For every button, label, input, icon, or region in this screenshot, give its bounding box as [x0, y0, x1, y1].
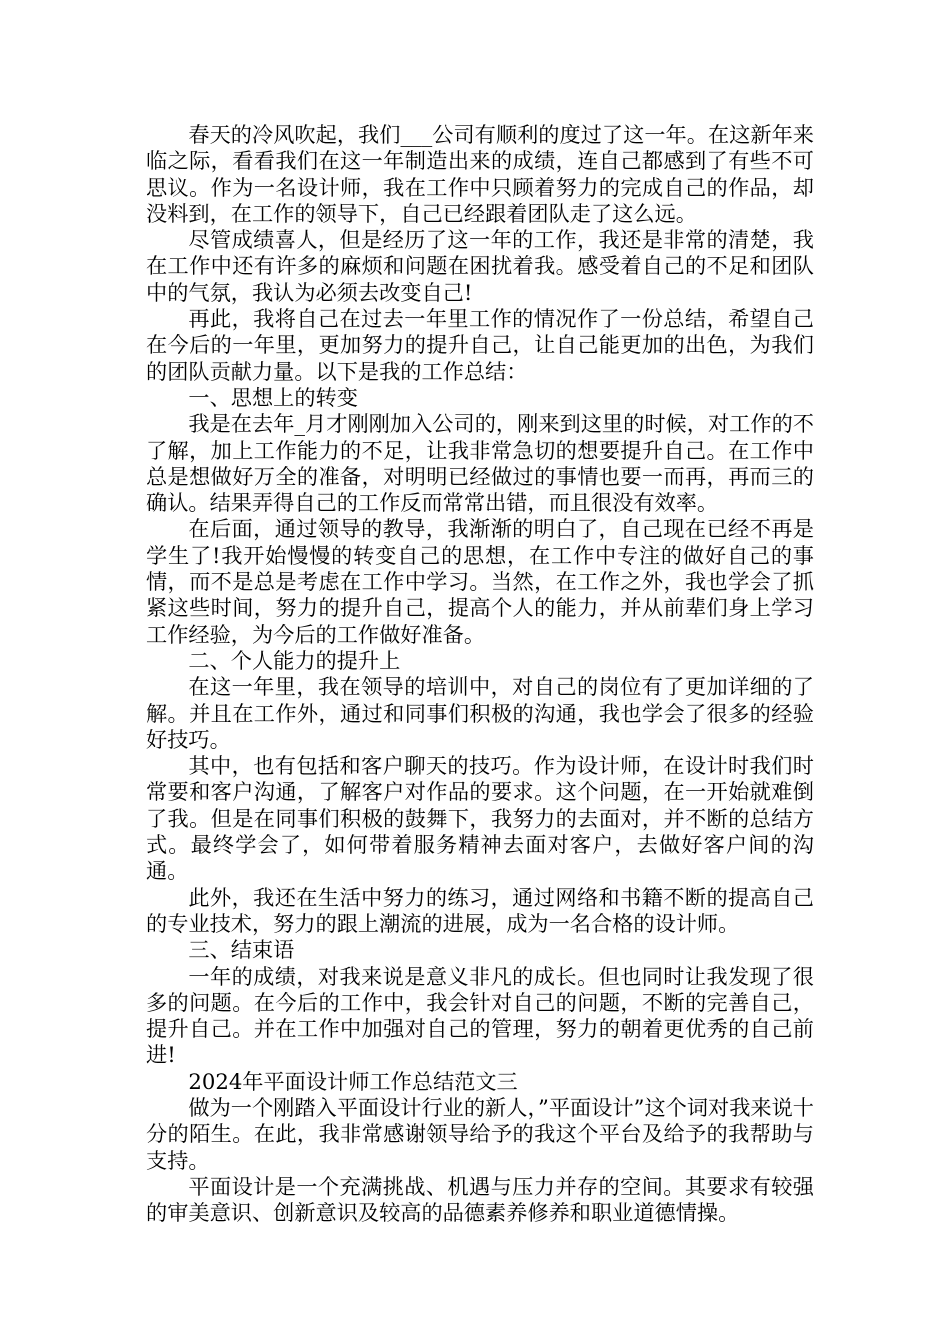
document-body — [146, 122, 814, 1226]
paragraph: 春天的冷风吹起，我们___公司有顺利的度过了这一年。在这新年来临之际，看看我们在这一年制造出来的成绩，连自己都感到了有些不可思议。作为一名设计师，我在工作中只顾着努力的完成自己的作品，却没料到，在工作的领导下，自己已经跟着团队走了这么远。 — [146, 122, 814, 226]
paragraph: 在这一年里，我在领导的培训中，对自己的岗位有了更加详细的了解。并且在工作外，通过和同事们积极的沟通，我也学会了很多的经验好技巧。 — [146, 674, 814, 752]
section-heading: 一、思想上的转变 — [188, 384, 358, 410]
paragraph: 平面设计是一个充满挑战、机遇与压力并存的空间。其要求有较强的审美意识、创新意识及较高的品德素养修养和职业道德情操。 — [146, 1173, 814, 1226]
article-title: 2024年平面设计师工作总结范文三 — [188, 1068, 518, 1094]
paragraph: 我是在去年_月才刚刚加入公司的，刚来到这里的时候，对工作的不了解，加上工作能力的不足，让我非常急切的想要提升自己。在工作中总是想做好万全的准备，对明明已经做过的事情也要一而再，再而三的确认。结果弄得自己的工作反而常常出错，而且很没有效率。 — [146, 411, 814, 516]
paragraph: 再此，我将自己在过去一年里工作的情况作了一份总结，希望自己在今后的一年里，更加努力的提升自己，让自己能更加的出色，为我们的团队贡献力量。以下是我的工作总结： — [146, 306, 814, 384]
paragraph: 一年的成绩，对我来说是意义非凡的成长。但也同时让我发现了很多的问题。在今后的工作中，我会针对自己的问题，不断的完善自己，提升自己。并在工作中加强对自己的管理，努力的朝着更优秀的自己前进! — [146, 963, 814, 1068]
paragraph: 其中，也有包括和客户聊天的技巧。作为设计师，在设计时我们时常要和客户沟通，了解客户对作品的要求。这个问题，在一开始就难倒了我。但是在同事们积极的鼓舞下，我努力的去面对，并不断的总结方式。最终学会了，如何带着服务精神去面对客户，去做好客户间的沟通。 — [146, 753, 814, 884]
paragraph: 在后面，通过领导的教导，我渐渐的明白了，自己现在已经不再是学生了!我开始慢慢的转变自己的思想，在工作中专注的做好自己的事情，而不是总是考虑在工作中学习。当然，在工作之外，我也学会了抓紧这些时间，努力的提升自己，提高个人的能力，并从前辈们身上学习工作经验，为今后的工作做好准备。 — [146, 516, 814, 647]
paragraph: 尽管成绩喜人，但是经历了这一年的工作，我还是非常的清楚，我在工作中还有许多的麻烦和问题在困扰着我。感受着自己的不足和团队中的气氛，我认为必须去改变自己! — [146, 227, 814, 305]
section-heading: 二、个人能力的提升上 — [188, 647, 401, 673]
section-heading: 三、结束语 — [188, 937, 295, 963]
paragraph: 做为一个刚踏入平面设计行业的新人，”平面设计”这个词对我来说十分的陌生。在此，我非常感谢领导给予的我这个平台及给予的我帮助与支持。 — [146, 1094, 814, 1173]
paragraph: 此外，我还在生活中努力的练习，通过网络和书籍不断的提高自己的专业技术，努力的跟上潮流的进展，成为一名合格的设计师。 — [146, 884, 814, 936]
